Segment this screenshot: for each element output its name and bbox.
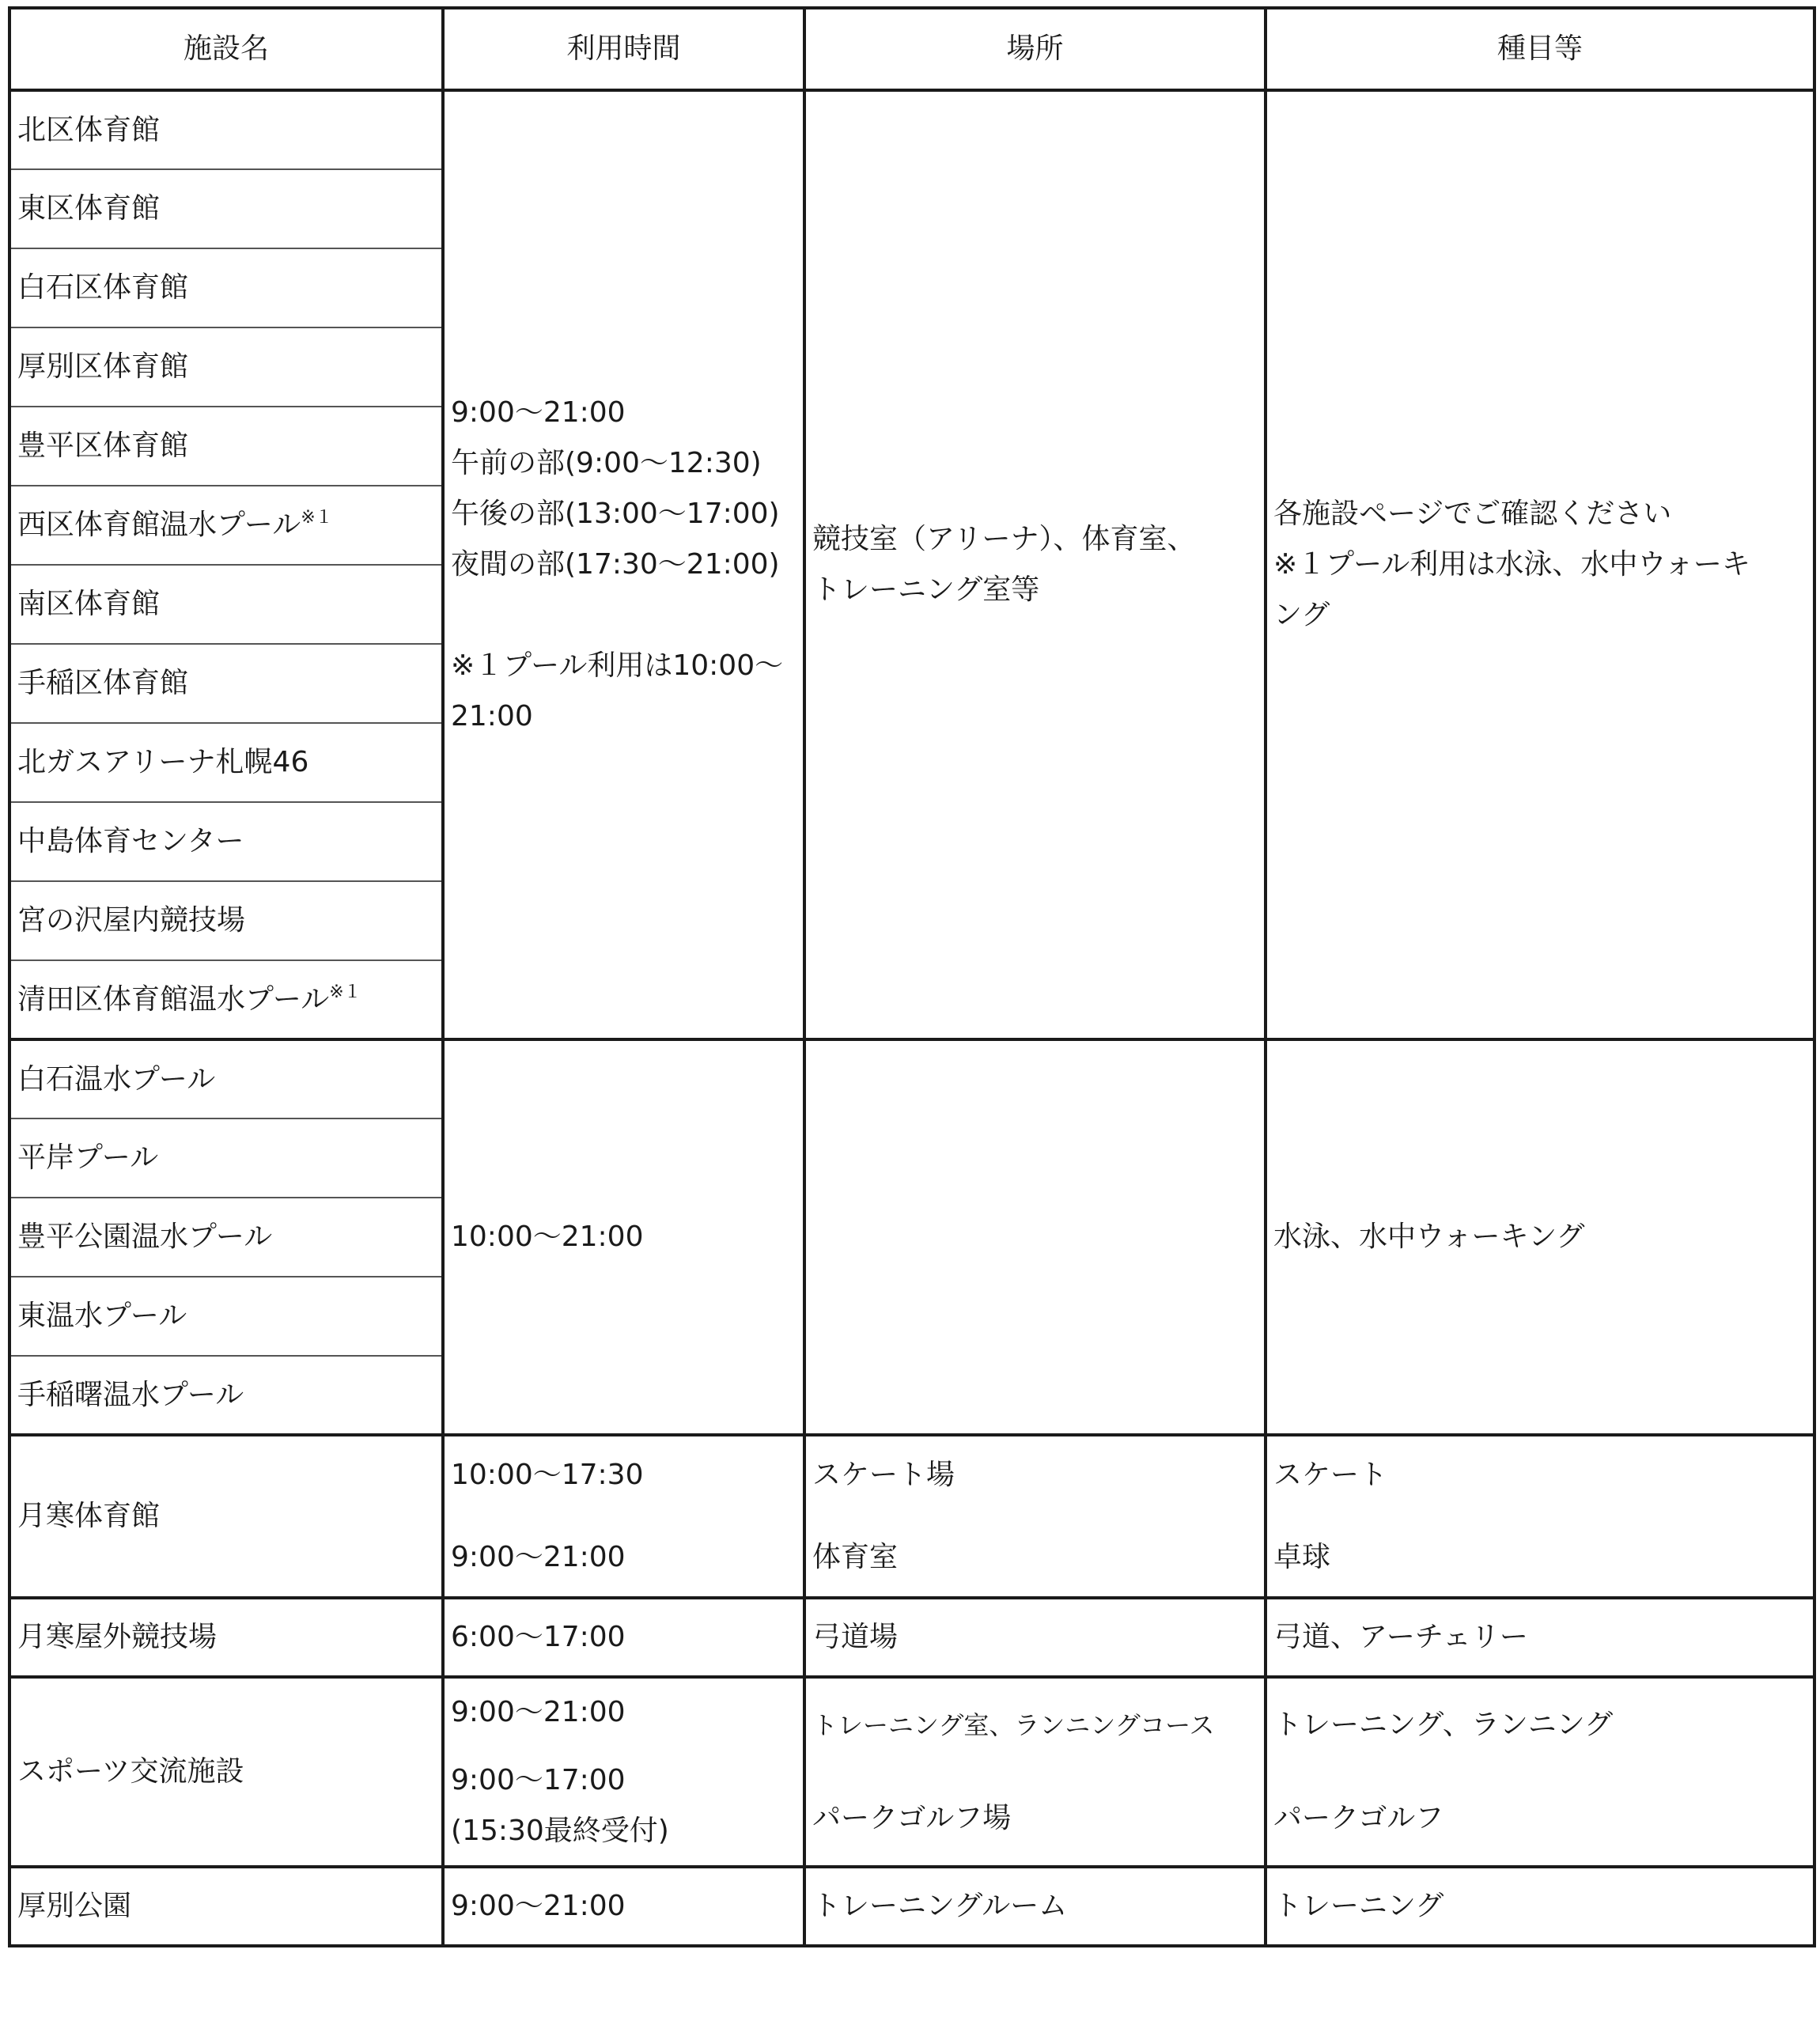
facility-name: 南区体育館 <box>9 565 443 644</box>
place-line: トレーニング室、ランニングコース <box>812 1710 1215 1740</box>
group2-hours: 10:00〜21:00 <box>443 1039 804 1435</box>
events-line: パークゴルフ <box>1273 1802 1444 1834</box>
facility-name: 宮の沢屋内競技場 <box>9 881 443 960</box>
place-cell: トレーニングルーム <box>804 1867 1266 1946</box>
hours-line: 夜間の部(17:30〜21:00) <box>451 548 780 581</box>
events-line: 各施設ページでご確認ください <box>1273 498 1672 530</box>
facility-name <box>9 960 443 1039</box>
facility-name-text: 西区体育館温水プール <box>17 509 301 541</box>
table-row <box>9 1677 1814 1867</box>
header-row <box>9 8 1814 90</box>
facility-name: 月寒屋外競技場 <box>9 1598 443 1677</box>
tsukisamu-places <box>804 1435 1266 1598</box>
table-row <box>9 90 1814 169</box>
events-line: ング <box>1273 599 1330 631</box>
tsukisamu-events <box>1266 1435 1814 1598</box>
facility-name: 平岸プール <box>9 1118 443 1198</box>
facility-name: 手稲区体育館 <box>9 644 443 723</box>
place-cell: 弓道場 <box>804 1598 1266 1677</box>
group2-place <box>804 1039 1266 1435</box>
facility-name: 白石区体育館 <box>9 248 443 327</box>
hours-line: 午後の部(13:00〜17:00) <box>451 498 780 530</box>
footnote-mark: ※１ <box>301 508 333 528</box>
facility-table <box>8 6 1816 1947</box>
place-line: 体育室 <box>812 1541 899 1573</box>
events-line: トレーニング、ランニング <box>1273 1709 1614 1741</box>
facility-name: 北ガスアリーナ札幌46 <box>9 723 443 802</box>
facility-name: 豊平公園温水プール <box>9 1198 443 1277</box>
hours-cell: 9:00〜21:00 <box>443 1867 804 1946</box>
group1-place <box>804 90 1266 1039</box>
events-cell: 弓道、アーチェリー <box>1266 1598 1814 1677</box>
facility-name: 東温水プール <box>9 1277 443 1356</box>
hours-line: 9:00〜21:00 <box>451 1541 626 1573</box>
table-row <box>9 1435 1814 1598</box>
place-line: 競技室（アリーナ）、体育室、 <box>812 523 1196 555</box>
header-facility-name: 施設名 <box>9 8 443 90</box>
header-events: 種目等 <box>1266 8 1814 90</box>
facility-name: スポーツ交流施設 <box>9 1677 443 1867</box>
facility-name: 東区体育館 <box>9 169 443 248</box>
hours-line: (15:30最終受付) <box>451 1815 669 1847</box>
group1-events <box>1266 90 1814 1039</box>
hours-line: 9:00〜21:00 <box>451 396 626 429</box>
place-line: スケート場 <box>812 1459 955 1491</box>
sports-places <box>804 1677 1266 1867</box>
facility-name-text: 清田区体育館温水プール <box>17 982 330 1016</box>
hours-line: 9:00〜17:00 <box>451 1764 626 1796</box>
table-row <box>9 1039 1814 1118</box>
header-hours: 利用時間 <box>443 8 804 90</box>
facility-name: 厚別公園 <box>9 1867 443 1946</box>
place-line: パークゴルフ場 <box>812 1802 1012 1834</box>
group1-hours <box>443 90 804 1039</box>
facility-name: 豊平区体育館 <box>9 407 443 486</box>
tsukisamu-hours <box>443 1435 804 1598</box>
hours-line: 9:00〜21:00 <box>451 1696 626 1728</box>
facility-name: 中島体育センター <box>9 802 443 881</box>
facility-name <box>9 486 443 565</box>
events-line: 卓球 <box>1273 1541 1331 1573</box>
facility-name: 厚別区体育館 <box>9 327 443 407</box>
hours-line: 21:00 <box>451 700 533 732</box>
events-cell: トレーニング <box>1266 1867 1814 1946</box>
facility-name: 北区体育館 <box>9 90 443 169</box>
place-line: トレーニング室等 <box>812 573 1040 606</box>
hours-line: ※１プール利用は10:00〜 <box>451 649 784 682</box>
facility-name: 手稲曙温水プール <box>9 1356 443 1435</box>
table-row <box>9 1598 1814 1677</box>
events-line: ※１プール利用は水泳、水中ウォーキ <box>1273 548 1750 581</box>
facility-name: 月寒体育館 <box>9 1435 443 1598</box>
header-place: 場所 <box>804 8 1266 90</box>
sports-hours <box>443 1677 804 1867</box>
facility-name: 白石温水プール <box>9 1039 443 1118</box>
events-line: スケート <box>1273 1459 1388 1491</box>
sports-events <box>1266 1677 1814 1867</box>
hours-cell: 6:00〜17:00 <box>443 1598 804 1677</box>
group2-events: 水泳、水中ウォーキング <box>1266 1039 1814 1435</box>
facility-table-sheet <box>8 6 1813 2019</box>
footnote-mark: ※１ <box>329 982 361 1002</box>
table-row <box>9 1867 1814 1946</box>
hours-line: 10:00〜17:30 <box>451 1459 644 1491</box>
hours-line: 午前の部(9:00〜12:30) <box>451 447 762 479</box>
